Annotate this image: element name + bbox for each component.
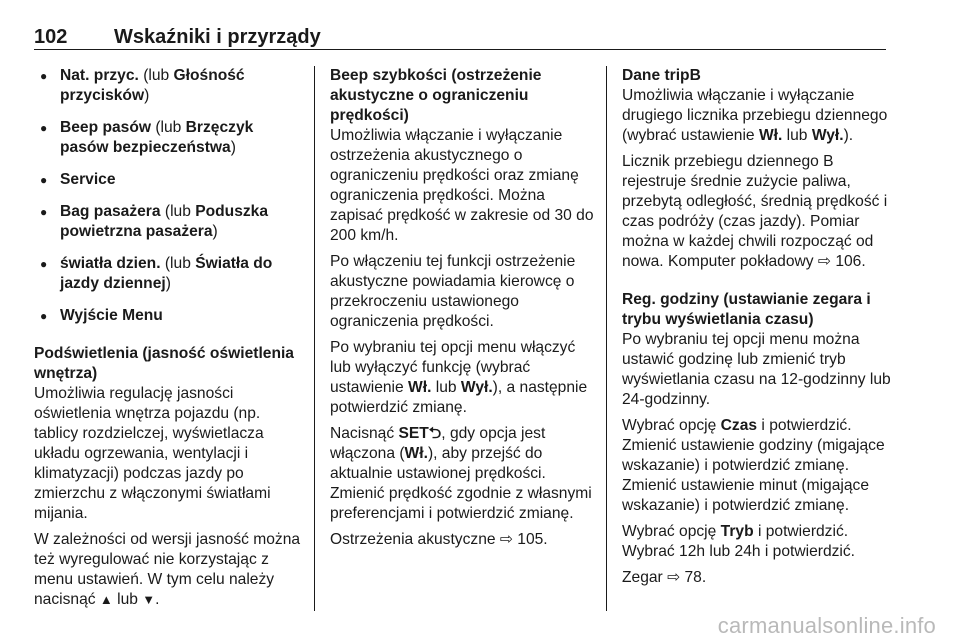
page-header bbox=[34, 0, 886, 50]
paragraph: Umożliwia włączanie i wyłączanie ostrzeżenia akustycznego o ograniczeniu prędkości oraz zmianę ograniczenia prędkości. Można zapisać prędkość w zakresie od 30 do 200 km/h. bbox=[330, 127, 594, 244]
column-divider bbox=[606, 66, 607, 611]
column-1 bbox=[34, 66, 304, 612]
paragraph: Ostrzeżenia akustyczne ⇨ 105. bbox=[330, 531, 548, 548]
list-item: ● Nat. przyc. (lub Głośność przycisków) bbox=[34, 66, 304, 106]
paragraph: Wybrać opcję Czas i potwierdzić. Zmienić ustawienie godziny (migające wskazanie) i potwierdzić zmianę. Zmienić ustawienie minut (migające wskazanie) i potwierdzić zmianę. bbox=[622, 417, 885, 514]
down-arrow-icon: ▼ bbox=[142, 592, 156, 607]
column-3 bbox=[622, 66, 892, 612]
paragraph: Umożliwia regulację jasności oświetlenia wnętrza pojazdu (np. tablicy rozdzielczej, wyświetlacza układu ogrzewania, wentylacji i klimatyzacji) podczas jazdy po zmierzchu z włączonymi światłami mijania. bbox=[34, 385, 271, 522]
return-icon: ⮌ bbox=[428, 425, 442, 442]
paragraph: Po włączeniu tej funkcji ostrzeżenie akustyczne powiadamia kierowcę o przekroczeniu ustawionego ograniczenia prędkości. bbox=[330, 253, 576, 330]
column-2 bbox=[330, 66, 598, 612]
paragraph: Po wybraniu tej opcji menu można ustawić godzinę lub zmienić tryb wyświetlania czasu na 12-godzinny lub 24-godzinny. bbox=[622, 331, 891, 408]
backlight-section bbox=[34, 344, 304, 610]
page-number: 102 bbox=[34, 26, 68, 48]
paragraph: Zegar ⇨ 78. bbox=[622, 569, 707, 586]
watermark: carmanualsonline.info bbox=[717, 613, 936, 638]
paragraph: W zależności od wersji jasność można też wyregulować nie korzystając z menu ustawień. W tym celu należy nacisnąć ▲ lub ▼. bbox=[34, 531, 301, 608]
list-item: ● Beep pasów (lub Brzęczyk pasów bezpieczeństwa) bbox=[34, 118, 304, 158]
section-title: Dane tripB bbox=[622, 67, 701, 84]
paragraph: Wybrać opcję Tryb i potwierdzić. Wybrać 12h lub 24h i potwierdzić. bbox=[622, 523, 856, 560]
paragraph: Umożliwia włączanie i wyłączanie drugiego licznika przebiegu dziennego (wybrać ustawienie Wł. lub Wył.). bbox=[622, 87, 888, 144]
list-item: ● światła dzien. (lub Światła do jazdy dziennej) bbox=[34, 254, 304, 294]
section-title: Beep szybkości (ostrzeżenie akustyczne o ograniczeniu prędkości) bbox=[330, 67, 542, 124]
list-item: ● Bag pasażera (lub Poduszka powietrzna pasażera) bbox=[34, 202, 304, 242]
page-reference-icon: ⇨ bbox=[817, 253, 831, 270]
page-reference-icon: ⇨ bbox=[499, 531, 513, 548]
section-title: Reg. godziny (ustawianie zegara i trybu wyświetlania czasu) bbox=[622, 291, 871, 328]
column-divider bbox=[314, 66, 315, 611]
section-title: Podświetlenia (jasność oświetlenia wnętrza) bbox=[34, 345, 294, 382]
paragraph: Nacisnąć SET⮌, gdy opcja jest włączona (Wł.), aby przejść do aktualnie ustawionej prędkości. Zmienić prędkość zgodnie z własnymi preferencjami i potwierdzić zmianę. bbox=[330, 425, 592, 522]
paragraph: Po wybraniu tej opcji menu włączyć lub wyłączyć funkcję (wybrać ustawienie Wł. lub Wył.), a następnie potwierdzić zmianę. bbox=[330, 339, 588, 416]
list-item: ● Service bbox=[34, 170, 304, 190]
page-reference-icon: ⇨ bbox=[667, 569, 681, 586]
clock-section bbox=[622, 290, 892, 588]
paragraph: Licznik przebiegu dziennego B rejestruje średnie zużycie paliwa, przebytą odległość, średnią prędkość i czas podróży (czas jazdy). Pomiar można w każdej chwili rozpocząć od nowa. Komputer pokładowy ⇨ 106. bbox=[622, 153, 888, 270]
menu-options-list bbox=[34, 66, 304, 326]
up-arrow-icon: ▲ bbox=[99, 592, 113, 607]
list-item: ● Wyjście Menu bbox=[34, 306, 304, 326]
chapter-title: Wskaźniki i przyrządy bbox=[114, 26, 321, 48]
